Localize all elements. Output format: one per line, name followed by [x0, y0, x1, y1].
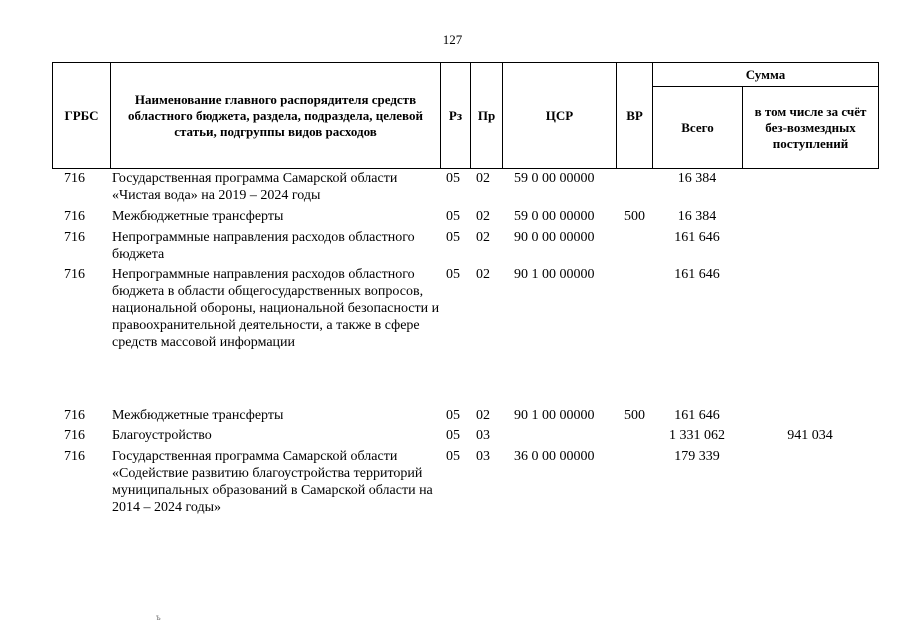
cell-name: Непрограммные направления расходов областного бюджета [112, 230, 415, 262]
cell-pr: 02 [476, 408, 490, 423]
header-rz: Рз [441, 63, 471, 169]
cell-name: Межбюджетные трансферты [112, 408, 284, 423]
cell-grbs: 716 [64, 171, 85, 186]
header-csr: ЦСР [503, 63, 617, 169]
cell-vr [616, 266, 652, 407]
cell-rz: 05 [446, 230, 460, 245]
table-row [52, 170, 878, 208]
cell-total: 16 384 [677, 171, 717, 186]
cell-vr: 500 [624, 408, 645, 423]
cell-rz: 05 [446, 209, 460, 224]
cell-grbs: 716 [64, 449, 85, 464]
cell-rz: 05 [446, 449, 460, 464]
cell-name: Государственная программа Самарской области «Содействие развитию благоустройства территорий муниципальных образований в Самарской области на 2014 – 2024 годы» [112, 449, 433, 515]
cell-grbs: 716 [64, 267, 85, 282]
cell-free [742, 407, 878, 427]
cell-grbs: 716 [64, 408, 85, 423]
cell-rz: 05 [446, 171, 460, 186]
cell-pr: 02 [476, 230, 490, 245]
cell-rz: 05 [446, 267, 460, 282]
table-header [52, 62, 879, 169]
cell-rz: 05 [446, 428, 460, 443]
cell-csr: 90 1 00 00000 [514, 408, 595, 423]
cell-grbs: 716 [64, 209, 85, 224]
table-row [52, 266, 878, 407]
cell-name: Благоустройство [112, 428, 212, 443]
cell-free: 941 034 [787, 428, 833, 443]
cell-vr [616, 448, 652, 520]
cell-vr [616, 170, 652, 208]
page-number: 127 [442, 32, 463, 47]
header-total: Всего [653, 87, 743, 169]
cell-csr: 36 0 00 00000 [514, 449, 595, 464]
cell-csr: 59 0 00 00000 [514, 209, 595, 224]
cell-csr: 59 0 00 00000 [514, 171, 595, 186]
cell-rz: 05 [446, 408, 460, 423]
cell-pr: 03 [476, 428, 490, 443]
table-row [52, 448, 878, 520]
header-name: Наименование главного распорядителя средств областного бюджета, раздела, подраздела, целевой статьи, подгруппы видов расходов [111, 63, 441, 169]
cell-csr: 90 1 00 00000 [514, 267, 595, 282]
header-free: в том числе за счёт без-возмездных поступлений [743, 87, 879, 169]
cell-vr: 500 [624, 209, 645, 224]
cell-csr [502, 427, 616, 448]
cell-free [742, 170, 878, 208]
cell-pr: 02 [476, 267, 490, 282]
cell-name: Непрограммные направления расходов областного бюджета в области общегосударственных вопросов, национальной обороны, национальной безопасности и правоохранительной деятельности, а также в сфере средств массовой информации [112, 267, 440, 350]
cell-total: 179 339 [674, 449, 720, 464]
cell-total: 161 646 [674, 230, 720, 245]
table-body [52, 170, 878, 520]
cell-csr: 90 0 00 00000 [514, 230, 595, 245]
header-sum: Сумма [653, 63, 879, 87]
cell-total: 161 646 [674, 408, 720, 423]
cell-name: Межбюджетные трансферты [112, 209, 284, 224]
cell-vr [616, 427, 652, 448]
cell-grbs: 716 [64, 230, 85, 245]
cell-free [742, 229, 878, 266]
header-grbs: ГРБС [53, 63, 111, 169]
header-pr: Пр [471, 63, 503, 169]
table-row [52, 208, 878, 229]
table-row [52, 427, 878, 448]
header-vr: ВР [617, 63, 653, 169]
cell-name: Государственная программа Самарской области «Чистая вода» на 2019 – 2024 годы [112, 171, 398, 203]
cell-total: 161 646 [674, 267, 720, 282]
table-row [52, 229, 878, 266]
cell-free [742, 266, 878, 407]
cell-pr: 02 [476, 209, 490, 224]
cell-free [742, 208, 878, 229]
cell-vr [616, 229, 652, 266]
cell-total: 16 384 [677, 209, 717, 224]
cell-grbs: 716 [64, 428, 85, 443]
cell-pr: 03 [476, 449, 490, 464]
scan-speck: ъ [156, 612, 161, 622]
table-row [52, 407, 878, 427]
cell-total: 1 331 062 [669, 428, 725, 443]
cell-pr: 02 [476, 171, 490, 186]
cell-free [742, 448, 878, 520]
